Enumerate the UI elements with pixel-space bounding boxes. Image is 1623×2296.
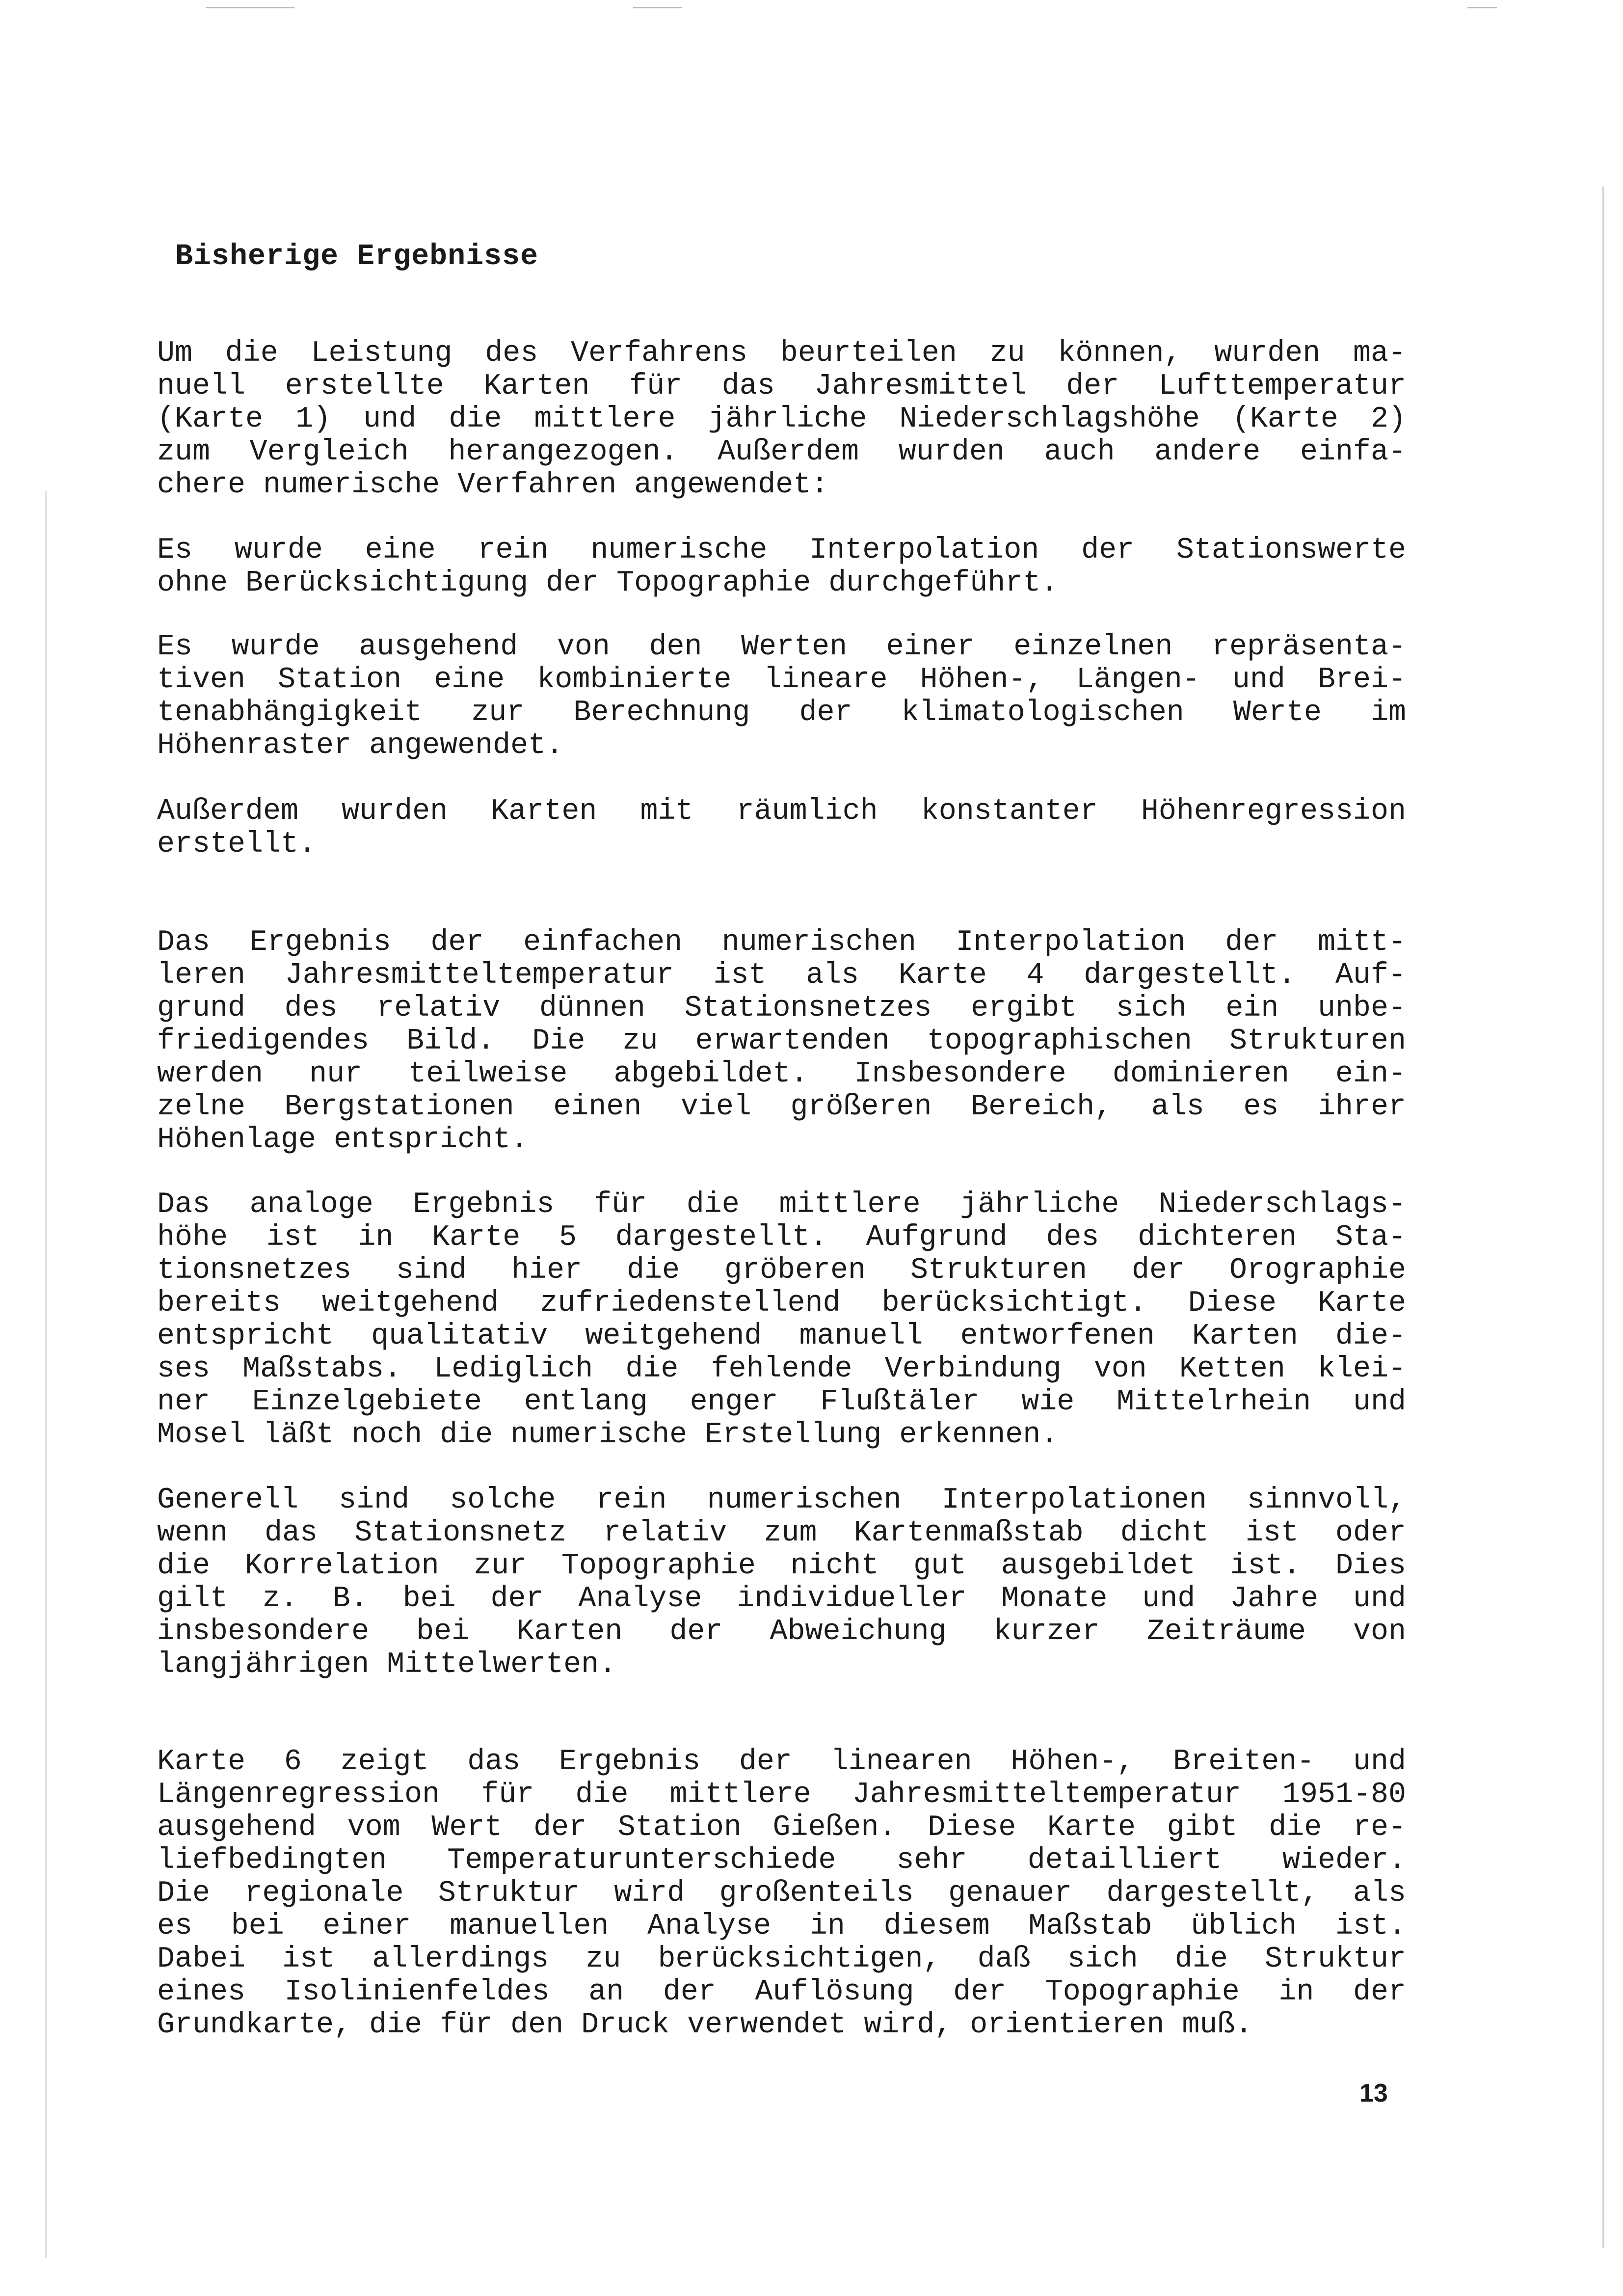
- text-line: es bei einer manuellen Analyse in diesem Maßstab üblich ist.: [157, 1910, 1406, 1943]
- scan-edge-line-top-3: [1467, 7, 1497, 8]
- paragraph-1: [157, 337, 1406, 502]
- text-line: (Karte 1) und die mittlere jährliche Niederschlagshöhe (Karte 2): [157, 403, 1406, 436]
- text-line: Karte 6 zeigt das Ergebnis der linearen Höhen-, Breiten- und: [157, 1745, 1406, 1779]
- text-line: leren Jahresmitteltemperatur ist als Karte 4 dargestellt. Auf-: [157, 959, 1406, 992]
- text-line: entspricht qualitativ weitgehend manuell entworfenen Karten die-: [157, 1320, 1406, 1353]
- text-line: friedigendes Bild. Die zu erwartenden topographischen Strukturen: [157, 1025, 1406, 1058]
- text-line: tionsnetzes sind hier die gröberen Strukturen der Orographie: [157, 1254, 1406, 1287]
- text-line: wenn das Stationsnetz relativ zum Kartenmaßstab dicht ist oder: [157, 1516, 1406, 1550]
- text-line: insbesondere bei Karten der Abweichung kurzer Zeiträume von: [157, 1615, 1406, 1648]
- text-line: gilt z. B. bei der Analyse individueller Monate und Jahre und: [157, 1582, 1406, 1616]
- section-heading: Bisherige Ergebnisse: [175, 240, 539, 273]
- text-line: chere numerische Verfahren angewendet:: [157, 468, 829, 502]
- scan-edge-line-right: [1602, 187, 1604, 2248]
- text-line: ner Einzelgebiete entlang enger Flußtäler wie Mittelrhein und: [157, 1385, 1406, 1419]
- text-line: ses Maßstabs. Lediglich die fehlende Verbindung von Ketten klei-: [157, 1352, 1406, 1386]
- text-line: Um die Leistung des Verfahrens beurteilen zu können, wurden ma-: [157, 337, 1406, 370]
- text-line: zelne Bergstationen einen viel größeren Bereich, als es ihrer: [157, 1090, 1406, 1124]
- text-line: langjährigen Mittelwerten.: [157, 1648, 617, 1681]
- text-line: höhe ist in Karte 5 dargestellt. Aufgrund des dichteren Sta-: [157, 1221, 1406, 1254]
- paragraph-2: [157, 534, 1406, 600]
- paragraph-6: [157, 1189, 1406, 1452]
- paragraph-7: [157, 1484, 1406, 1681]
- paragraph-3: [157, 631, 1406, 762]
- text-line: Es wurde eine rein numerische Interpolation der Stationswerte: [157, 534, 1406, 567]
- text-line: Es wurde ausgehend von den Werten einer einzelnen repräsenta-: [157, 630, 1406, 664]
- page-number: 13: [1359, 2079, 1388, 2107]
- text-line: tenabhängigkeit zur Berechnung der klimatologischen Werte im: [157, 696, 1406, 729]
- text-line: ausgehend vom Wert der Station Gießen. Diese Karte gibt die re-: [157, 1811, 1406, 1844]
- text-line: liefbedingten Temperaturunterschiede sehr detailliert wieder.: [157, 1844, 1406, 1877]
- text-line: erstellt.: [157, 828, 317, 861]
- text-line: Mosel läßt noch die numerische Erstellung erkennen.: [157, 1418, 1059, 1452]
- scan-edge-line-top: [206, 7, 294, 8]
- text-line: zum Vergleich herangezogen. Außerdem wurden auch andere einfa-: [157, 435, 1406, 469]
- text-line: eines Isolinienfeldes an der Auflösung der Topographie in der: [157, 1975, 1406, 2009]
- paragraph-4: [157, 795, 1406, 861]
- text-line: grund des relativ dünnen Stationsnetzes ergibt sich ein unbe-: [157, 992, 1406, 1025]
- text-line: Höhenraster angewendet.: [157, 729, 564, 762]
- text-line: Dabei ist allerdings zu berücksichtigen, daß sich die Struktur: [157, 1943, 1406, 1976]
- text-line: Grundkarte, die für den Druck verwendet wird, orientieren muß.: [157, 2008, 1253, 2042]
- text-line: Höhenlage entspricht.: [157, 1123, 529, 1157]
- text-line: die Korrelation zur Topographie nicht gut ausgebildet ist. Dies: [157, 1549, 1406, 1583]
- text-line: Das analoge Ergebnis für die mittlere jährliche Niederschlags-: [157, 1188, 1406, 1221]
- text-line: werden nur teilweise abgebildet. Insbesondere dominieren ein-: [157, 1057, 1406, 1091]
- text-line: Generell sind solche rein numerischen Interpolationen sinnvoll,: [157, 1484, 1406, 1517]
- text-line: Die regionale Struktur wird großenteils genauer dargestellt, als: [157, 1877, 1406, 1910]
- text-line: Längenregression für die mittlere Jahresmitteltemperatur 1951-80: [157, 1778, 1406, 1811]
- text-line: nuell erstellte Karten für das Jahresmittel der Lufttemperatur: [157, 370, 1406, 403]
- text-line: bereits weitgehend zufriedenstellend berücksichtigt. Diese Karte: [157, 1287, 1406, 1320]
- scan-edge-line-left: [45, 491, 47, 2258]
- text-line: Das Ergebnis der einfachen numerischen Interpolation der mitt-: [157, 926, 1406, 959]
- paragraph-5: [157, 926, 1406, 1157]
- text-line: ohne Berücksichtigung der Topographie durchgeführt.: [157, 567, 1059, 600]
- text-line: Außerdem wurden Karten mit räumlich konstanter Höhenregression: [157, 795, 1406, 828]
- paragraph-8: [157, 1746, 1406, 2042]
- scan-edge-line-top-2: [633, 7, 682, 8]
- text-line: tiven Station eine kombinierte lineare Höhen-, Längen- und Brei-: [157, 663, 1406, 697]
